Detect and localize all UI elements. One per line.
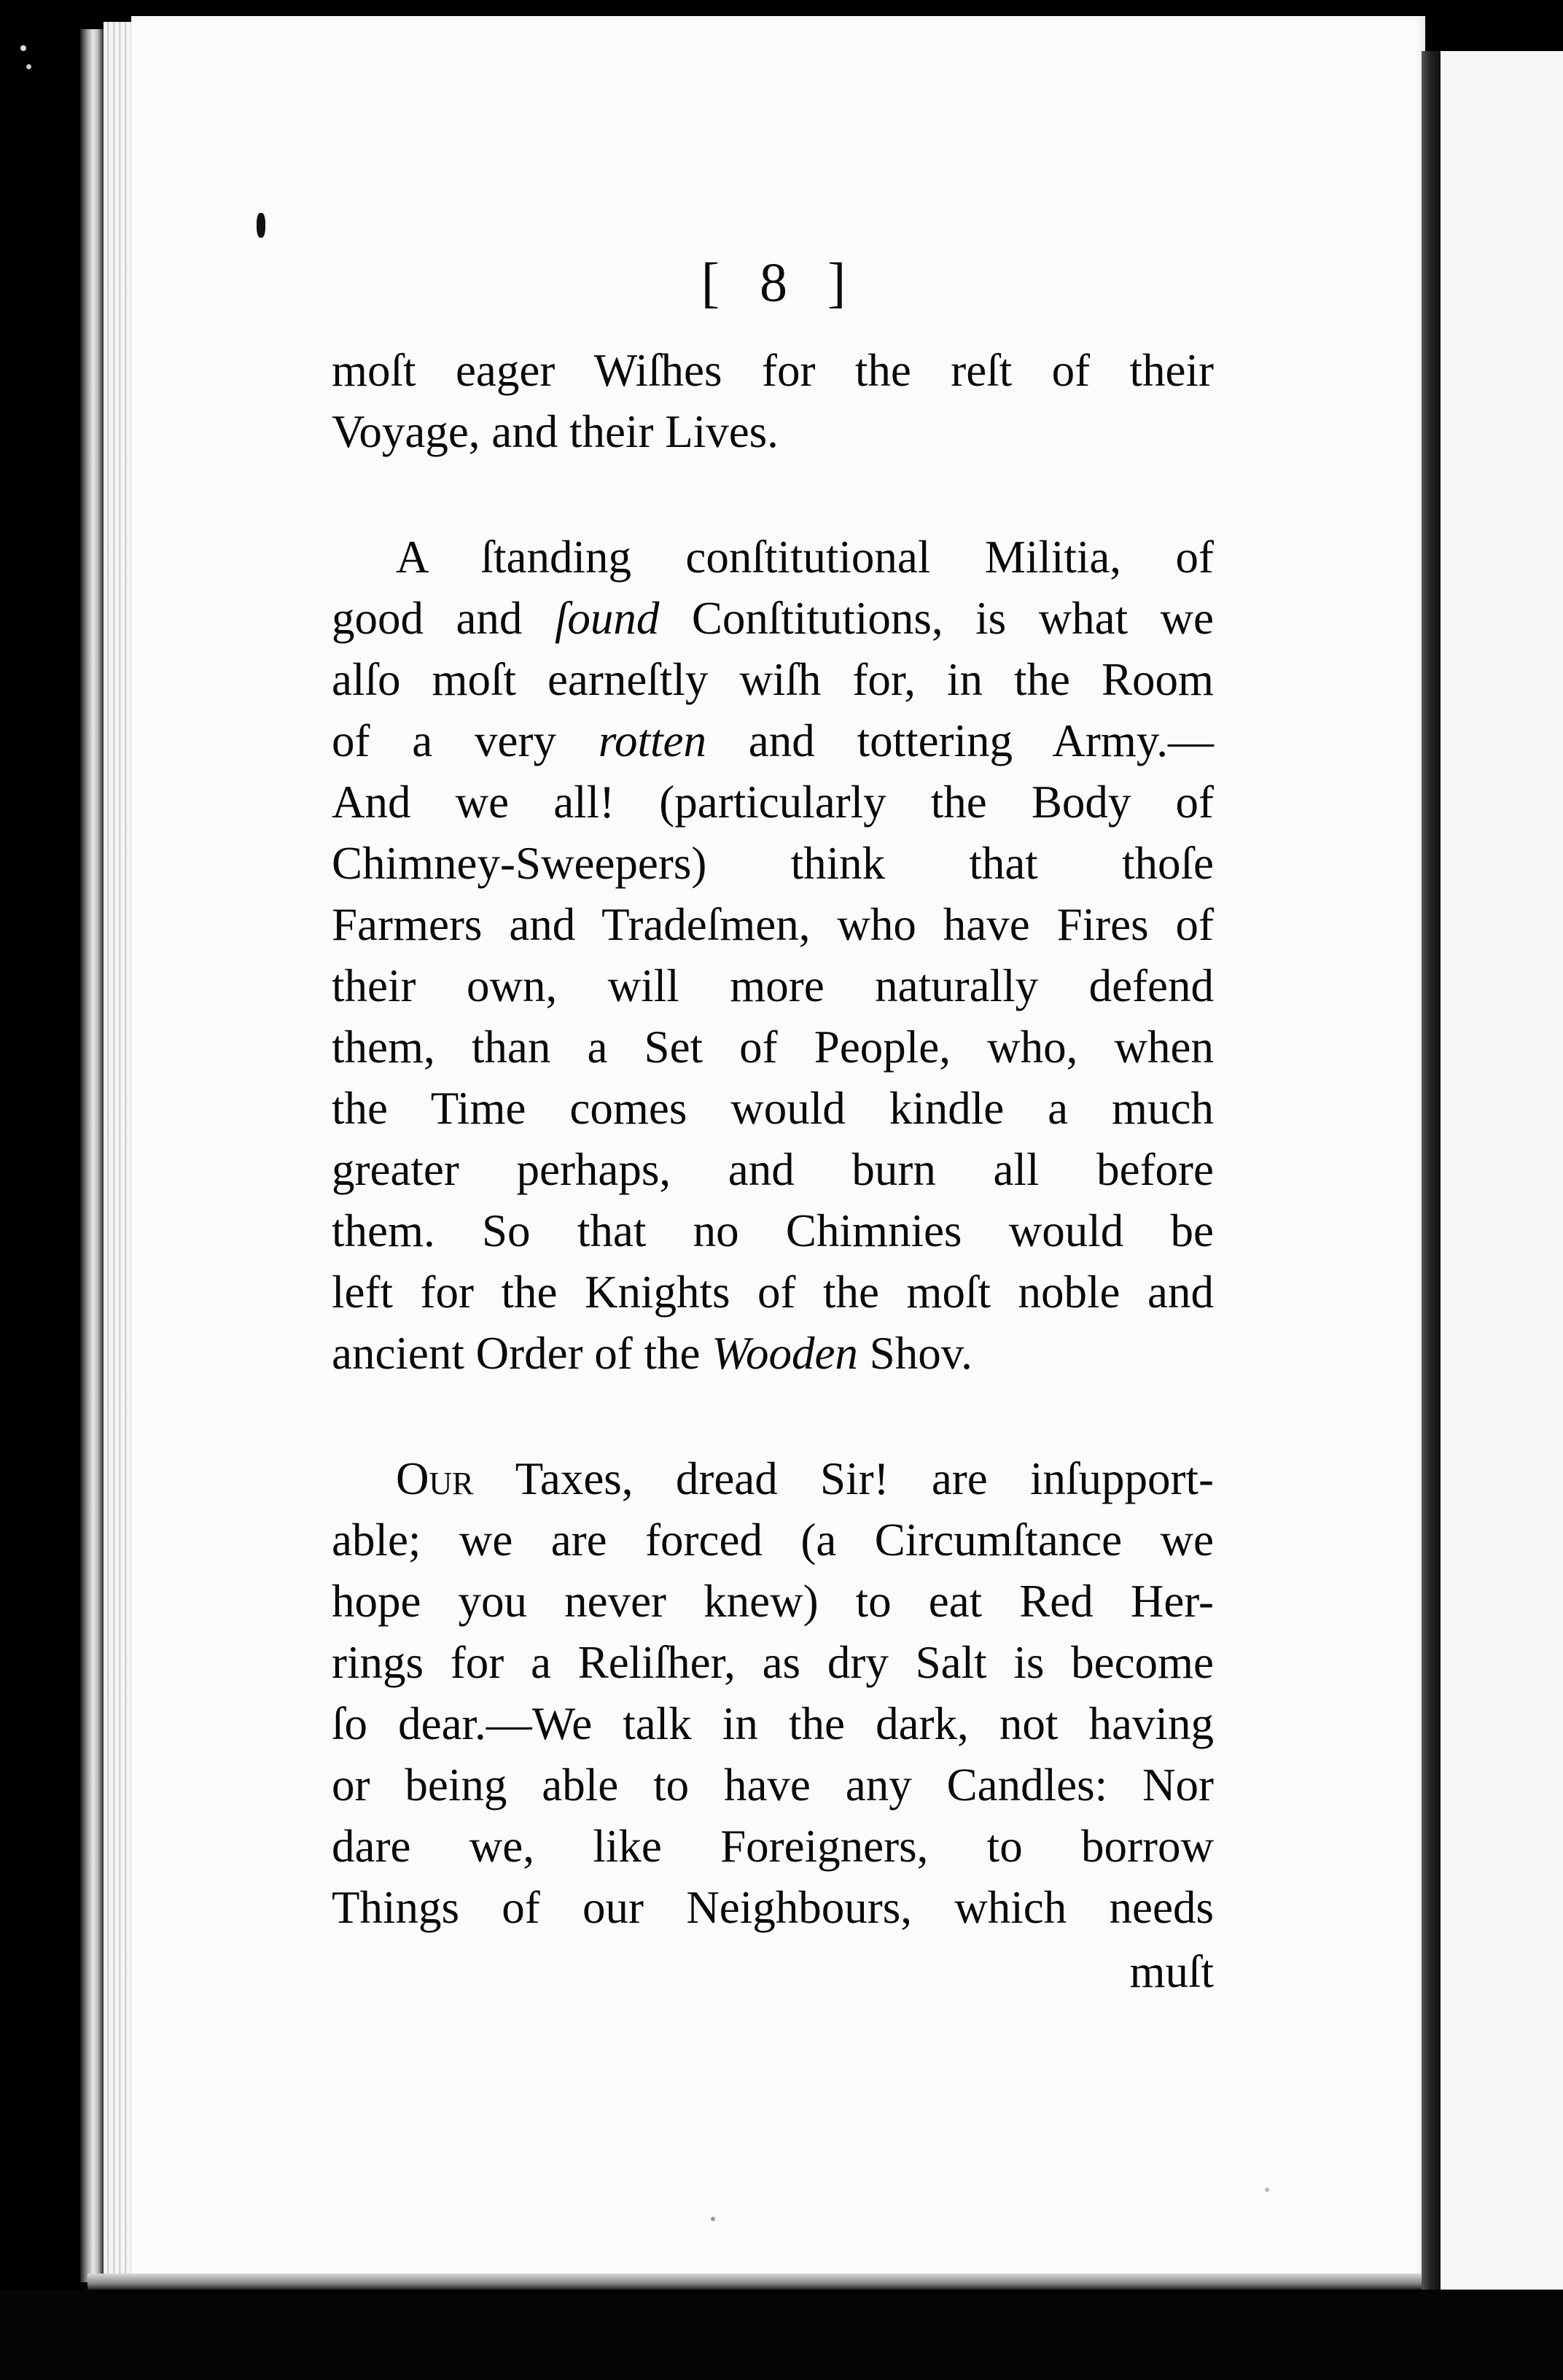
page-text (332, 248, 1214, 2002)
text-line: good and ſound Conſtitutions, is what we (332, 593, 1214, 644)
dust-speck (26, 64, 31, 69)
dust-speck (20, 45, 26, 51)
text-line: rings for a Reliſher, as dry Salt is become (332, 1637, 1214, 1688)
text-line: hope you never knew) to eat Red Her- (332, 1576, 1214, 1627)
text-line: Chimney-Sweepers) think that thoſe (332, 838, 1214, 889)
text-line: A ſtanding conſtitutional Militia, of (396, 532, 1214, 583)
text-line: Farmers and Tradeſmen, who have Fires of (332, 899, 1214, 950)
text-line: Voyage, and their Lives. (332, 406, 779, 457)
text-line: them. So that no Chimnies would be (332, 1205, 1214, 1256)
text-line: them, than a Set of People, who, when (332, 1022, 1214, 1073)
text-line: the Time comes would kindle a much (332, 1083, 1214, 1134)
left-binding-edge (80, 29, 104, 2282)
text-line: of a very rotten and tottering Army.— (332, 715, 1214, 766)
ink-speck (257, 213, 265, 238)
text-line: ancient Order of the Wooden Shov. (332, 1328, 973, 1379)
text-line: And we all! (particularly the Body of (332, 777, 1214, 828)
text-line: moſt eager Wiſhes for the reſt of their (332, 345, 1214, 396)
text-line: ſo dear.—We talk in the dark, not having (332, 1698, 1214, 1749)
text-line: Things of our Neighbours, which needs (332, 1882, 1214, 1933)
text-line: able; we are forced (a Circumſtance we (332, 1514, 1214, 1566)
text-line: alſo moſt earneſtly wiſh for, in the Room (332, 654, 1214, 705)
facing-page-edge (1441, 51, 1563, 2326)
text-line: or being able to have any Candles: Nor (332, 1759, 1214, 1811)
dust-speck (1265, 2188, 1269, 2192)
page-number: [ 8 ] (701, 252, 860, 314)
dust-speck (711, 2217, 715, 2221)
page-stack-edge (104, 22, 133, 2290)
text-line: Our Taxes, dread Sir! are inſupport- (396, 1453, 1214, 1504)
page-bottom-edge (87, 2274, 1433, 2290)
book-gutter (1422, 51, 1441, 2297)
text-line: their own, will more naturally defend (332, 960, 1214, 1011)
text-line: greater perhaps, and burn all before (332, 1144, 1214, 1195)
catchword: muſt (1129, 1946, 1214, 1997)
text-line: left for the Knights of the moſt noble and (332, 1267, 1214, 1318)
scan-bottom-strip (0, 2290, 1563, 2380)
text-line: dare we, like Foreigners, to borrow (332, 1821, 1214, 1872)
